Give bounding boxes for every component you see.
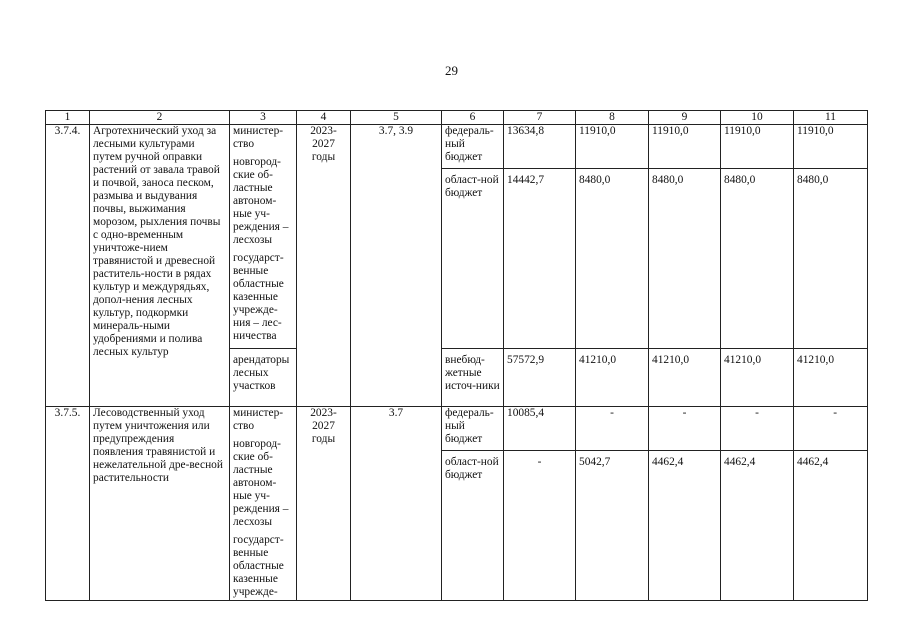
value-cell: - xyxy=(794,407,868,451)
value-cell: 4462,4 xyxy=(794,451,868,601)
funding-source: област-ной бюджет xyxy=(442,451,504,601)
table-row xyxy=(46,125,868,169)
value-cell: - xyxy=(649,407,721,451)
value-cell: 11910,0 xyxy=(649,125,721,169)
executors-cell xyxy=(230,407,297,601)
row-number: 3.7.4. xyxy=(46,125,90,407)
col-header-2: 2 xyxy=(90,111,230,125)
value-cell: - xyxy=(504,451,576,601)
value-cell: 8480,0 xyxy=(721,169,794,349)
value-cell: 11910,0 xyxy=(576,125,649,169)
col-header-4: 4 xyxy=(297,111,351,125)
value-cell: 13634,8 xyxy=(504,125,576,169)
value-cell: 8480,0 xyxy=(794,169,868,349)
program-table xyxy=(45,110,868,601)
value-cell: 41210,0 xyxy=(721,349,794,407)
value-cell: 11910,0 xyxy=(794,125,868,169)
period-cell: 2023-2027 годы xyxy=(297,125,351,407)
value-cell: 57572,9 xyxy=(504,349,576,407)
value-cell: 14442,7 xyxy=(504,169,576,349)
executor-leskhozy: новгород-ские об-ластные автоном-ные уч-реждения – лесхозы xyxy=(233,438,289,528)
executor-ministry: министер-ство xyxy=(233,125,284,150)
value-cell: 41210,0 xyxy=(649,349,721,407)
indicator-ref: 3.7, 3.9 xyxy=(351,125,442,407)
executor-ministry: министер-ство xyxy=(233,407,284,432)
value-cell: 8480,0 xyxy=(576,169,649,349)
executors-cell xyxy=(230,125,297,349)
executor-leskhozy: новгород-ские об-ластные автоном-ные уч-реждения – лесхозы xyxy=(233,156,289,246)
value-cell: 4462,4 xyxy=(721,451,794,601)
col-header-5: 5 xyxy=(351,111,442,125)
activity-description: Лесоводственный уход путем уничтожения или предупреждения появления травянистой и нежелательной дре-весной растительности xyxy=(90,407,230,601)
col-header-8: 8 xyxy=(576,111,649,125)
col-header-3: 3 xyxy=(230,111,297,125)
col-header-6: 6 xyxy=(442,111,504,125)
col-header-10: 10 xyxy=(721,111,794,125)
executor-lesnichestva: государст-венные областные казенные учрежде- xyxy=(233,534,284,598)
value-cell: 8480,0 xyxy=(649,169,721,349)
activity-description: Агротехнический уход за лесными культурами путем ручной оправки растений от завала травой и почвой, заноса песком, размыва и выдувания почвы, выжимания морозом, рыхления почвы с одно-временным уничтоже-нием травянистой и древесной раститель-ности в рядах культур и междурядьях, допол-нения лесных культур, подкормки минераль-ными удобрениями и полива лесных культур xyxy=(90,125,230,407)
page-number: 29 xyxy=(445,63,458,78)
period-cell: 2023-2027 годы xyxy=(297,407,351,601)
funding-source: внебюд-жетные источ-ники xyxy=(442,349,504,407)
row-number: 3.7.5. xyxy=(46,407,90,601)
value-cell: - xyxy=(721,407,794,451)
value-cell: 41210,0 xyxy=(576,349,649,407)
value-cell: 10085,4 xyxy=(504,407,576,451)
table-row xyxy=(46,407,868,451)
value-cell: 41210,0 xyxy=(794,349,868,407)
col-header-7: 7 xyxy=(504,111,576,125)
funding-source: федераль-ный бюджет xyxy=(442,407,504,451)
executor-lesnichestva: государст-венные областные казенные учрежде-ния – лес-ничества xyxy=(233,252,284,342)
funding-source: област-ной бюджет xyxy=(442,169,504,349)
col-header-11: 11 xyxy=(794,111,868,125)
col-header-9: 9 xyxy=(649,111,721,125)
executor-tenants: арендаторы лесных участков xyxy=(230,349,297,407)
funding-source: федераль-ный бюджет xyxy=(442,125,504,169)
value-cell: - xyxy=(576,407,649,451)
indicator-ref: 3.7 xyxy=(351,407,442,601)
value-cell: 11910,0 xyxy=(721,125,794,169)
header-row xyxy=(46,111,868,125)
value-cell: 4462,4 xyxy=(649,451,721,601)
col-header-1: 1 xyxy=(46,111,90,125)
value-cell: 5042,7 xyxy=(576,451,649,601)
